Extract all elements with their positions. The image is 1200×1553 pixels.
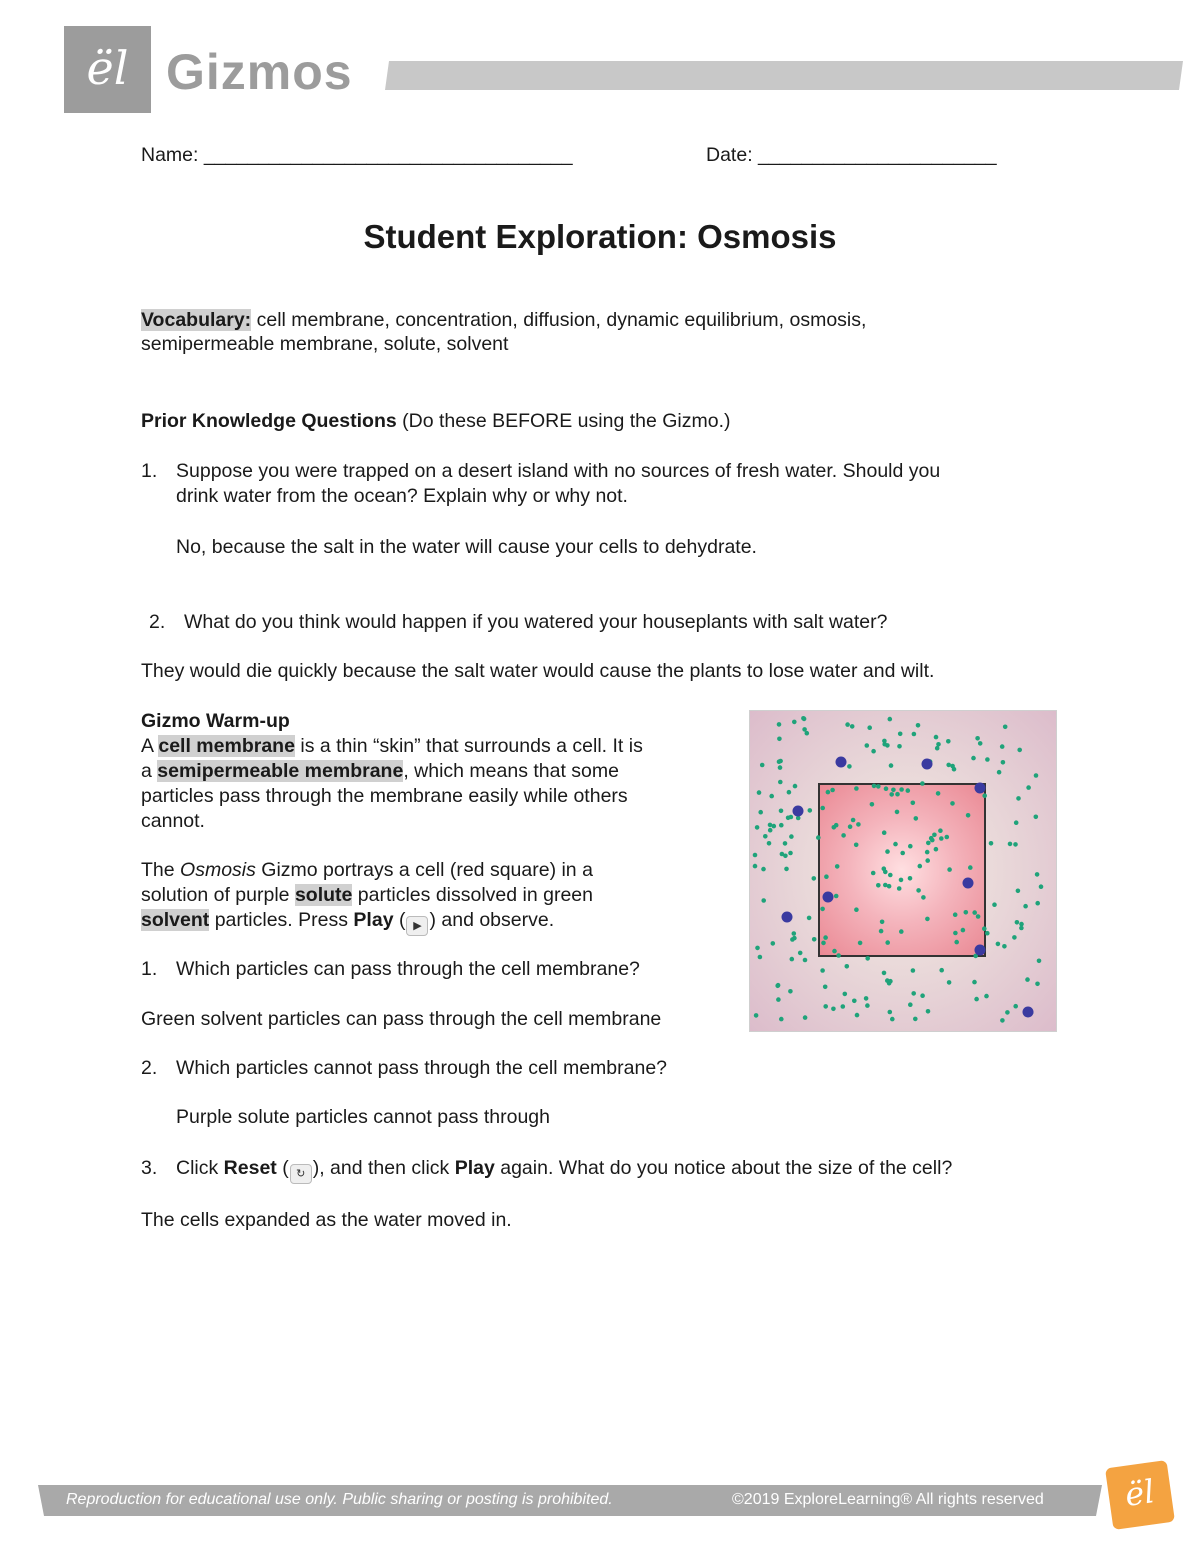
solute-particle xyxy=(922,759,933,770)
solvent-particle xyxy=(823,935,828,940)
solvent-particle xyxy=(888,979,893,984)
solvent-particle xyxy=(946,763,951,768)
solvent-particle xyxy=(921,895,926,900)
warmup-p1-line-2 xyxy=(141,759,619,784)
solvent-particle xyxy=(968,865,973,870)
term-cell-membrane: cell membrane xyxy=(158,735,295,757)
solvent-particle xyxy=(788,851,793,856)
solvent-particle xyxy=(908,876,913,881)
solvent-particle xyxy=(856,822,861,827)
solvent-particle xyxy=(974,997,979,1002)
solvent-particle xyxy=(776,997,781,1002)
solvent-particle xyxy=(938,828,943,833)
gizmos-logo xyxy=(64,26,151,113)
solvent-particle xyxy=(939,968,944,973)
text-run: Click xyxy=(176,1157,224,1179)
solvent-particle xyxy=(1019,926,1024,931)
solvent-particle xyxy=(888,717,893,722)
solvent-particle xyxy=(882,866,887,871)
solvent-particle xyxy=(899,787,904,792)
solvent-particle xyxy=(908,1002,913,1007)
solvent-particle xyxy=(820,907,825,912)
solvent-particle xyxy=(789,834,794,839)
solvent-particle xyxy=(1035,982,1040,987)
solvent-particle xyxy=(978,741,983,746)
solvent-particle xyxy=(850,724,855,729)
solvent-particle xyxy=(926,1009,931,1014)
solvent-particle xyxy=(972,910,977,915)
solvent-particle xyxy=(876,784,881,789)
solvent-particle xyxy=(855,1013,860,1018)
solvent-particle xyxy=(864,996,869,1001)
solvent-particle xyxy=(835,864,840,869)
solvent-particle xyxy=(1037,959,1042,964)
solvent-particle xyxy=(1039,884,1044,889)
solvent-particle xyxy=(763,834,768,839)
prior-q1-line-2: drink water from the ocean? Explain why or why not. xyxy=(176,485,628,507)
solvent-particle xyxy=(755,825,760,830)
solvent-particle xyxy=(854,786,859,791)
solvent-particle xyxy=(792,720,797,725)
solvent-particle xyxy=(792,936,797,941)
warmup-q2: Which particles cannot pass through the cell membrane? xyxy=(176,1057,668,1079)
solvent-particle xyxy=(972,980,977,985)
solvent-particle xyxy=(898,732,903,737)
text-run: , which means that some xyxy=(403,760,619,782)
play-icon: ▶ xyxy=(406,916,428,936)
solvent-particle xyxy=(854,843,859,848)
solvent-particle xyxy=(1016,889,1021,894)
solvent-particle xyxy=(925,858,930,863)
text-run: ), and then click xyxy=(312,1157,455,1179)
solvent-particle xyxy=(754,1013,759,1018)
solvent-particle xyxy=(912,732,917,737)
solvent-particle xyxy=(768,828,773,833)
solvent-particle xyxy=(932,833,937,838)
warmup-p1-line-3: particles pass through the membrane easily while others xyxy=(141,785,628,807)
solvent-particle xyxy=(1034,815,1039,820)
solvent-particle xyxy=(832,949,837,954)
warmup-q2-number: 2. xyxy=(141,1057,158,1079)
solvent-particle xyxy=(753,864,758,869)
solvent-particle xyxy=(761,867,766,872)
solvent-particle xyxy=(1013,842,1018,847)
warmup-q3 xyxy=(176,1156,952,1184)
prior-a2: They would die quickly because the salt water would cause the plants to lose water and wilt. xyxy=(141,660,935,682)
prior-q2-number: 2. xyxy=(149,611,166,633)
solvent-particle xyxy=(847,764,852,769)
solvent-particle xyxy=(779,809,784,814)
prior-heading-note: (Do these BEFORE using the Gizmo.) xyxy=(396,410,731,432)
solvent-particle xyxy=(1015,920,1020,925)
solvent-particle xyxy=(807,916,812,921)
solvent-particle xyxy=(845,722,850,727)
solvent-particle xyxy=(821,941,826,946)
warmup-p2-line-1 xyxy=(141,858,593,883)
play-word: Play xyxy=(353,909,394,931)
solvent-particle xyxy=(1002,944,1007,949)
solvent-particles xyxy=(753,716,1044,1023)
solvent-particle xyxy=(788,989,793,994)
text-run: is a thin “skin” that surrounds a cell. It is xyxy=(294,735,643,757)
solvent-particle xyxy=(945,835,950,840)
solvent-particle xyxy=(997,770,1002,775)
warmup-p1-line-4: cannot. xyxy=(141,810,205,832)
solvent-particle xyxy=(1017,748,1022,753)
solvent-particle xyxy=(946,739,951,744)
particles-layer xyxy=(749,710,1055,1030)
solvent-particle xyxy=(1012,935,1017,940)
solvent-particle xyxy=(793,784,798,789)
text-run: A xyxy=(141,735,159,757)
solvent-particle xyxy=(778,780,783,785)
solvent-particle xyxy=(824,874,829,879)
solute-particle xyxy=(975,945,986,956)
solvent-particle xyxy=(1035,872,1040,877)
solvent-particle xyxy=(889,763,894,768)
text-run: The xyxy=(141,859,181,881)
solvent-particle xyxy=(871,749,876,754)
vocabulary-terms-1: cell membrane, concentration, diffusion, dynamic equilibrium, osmosis, xyxy=(251,309,867,331)
page-title: Student Exploration: Osmosis xyxy=(363,218,837,255)
prior-heading-text: Prior Knowledge Questions xyxy=(141,410,397,432)
text-run: particles dissolved in green xyxy=(352,884,594,906)
solvent-particle xyxy=(893,842,898,847)
solvent-particle xyxy=(929,836,934,841)
solvent-particle xyxy=(1016,796,1021,801)
solvent-particle xyxy=(858,941,863,946)
text-run: Gizmo portrays a cell (red square) in a xyxy=(255,859,593,881)
solvent-particle xyxy=(871,871,876,876)
solvent-particle xyxy=(1000,744,1005,749)
play-word: Play xyxy=(454,1157,495,1179)
footer-notice: Reproduction for educational use only. Public sharing or posting is prohibited. xyxy=(66,1491,613,1508)
solvent-particle xyxy=(779,1017,784,1022)
solvent-particle xyxy=(777,759,782,764)
solvent-particle xyxy=(880,920,885,925)
solvent-particle xyxy=(816,835,821,840)
prior-q2: What do you think would happen if you watered your houseplants with salt water? xyxy=(184,611,888,633)
solvent-particle xyxy=(812,937,817,942)
text-run: solution of purple xyxy=(141,884,295,906)
solvent-particle xyxy=(954,940,959,945)
text-run: particles. Press xyxy=(209,909,354,931)
solvent-particle xyxy=(985,757,990,762)
footer-logo-glyph: ël xyxy=(1122,1472,1157,1514)
solvent-particle xyxy=(882,830,887,835)
solvent-particle xyxy=(1035,901,1040,906)
solvent-particle xyxy=(854,907,859,912)
prior-knowledge-heading xyxy=(141,409,731,434)
solvent-particle xyxy=(802,717,807,722)
warmup-a3: The cells expanded as the water moved in. xyxy=(141,1209,512,1231)
solvent-particle xyxy=(911,991,916,996)
warmup-a1: Green solvent particles can pass through the cell membrane xyxy=(141,1008,662,1030)
solvent-particle xyxy=(890,1017,895,1022)
solvent-particle xyxy=(775,984,780,989)
solvent-particle xyxy=(792,931,797,936)
solvent-particle xyxy=(888,1010,893,1015)
solute-particle xyxy=(975,783,986,794)
solvent-particle xyxy=(812,876,817,881)
text-run: ( xyxy=(393,909,406,931)
warmup-q3-number: 3. xyxy=(141,1157,158,1179)
solvent-particle xyxy=(989,841,994,846)
solvent-particle xyxy=(787,790,792,795)
solvent-particle xyxy=(899,878,904,883)
solvent-particle xyxy=(971,756,976,761)
solvent-particle xyxy=(882,742,887,747)
solvent-particle xyxy=(914,816,919,821)
solvent-particle xyxy=(1023,904,1028,909)
solvent-particle xyxy=(798,951,803,956)
solvent-particle xyxy=(867,725,872,730)
solvent-particle xyxy=(934,847,939,852)
solvent-particle xyxy=(961,928,966,933)
solvent-particle xyxy=(865,743,870,748)
name-label: Name: xyxy=(141,144,199,166)
solvent-particle xyxy=(992,902,997,907)
solvent-particle xyxy=(985,931,990,936)
solvent-particle xyxy=(885,849,890,854)
solute-particle xyxy=(1023,1007,1034,1018)
solvent-particle xyxy=(916,723,921,728)
solvent-particle xyxy=(953,912,958,917)
solvent-particle xyxy=(897,744,902,749)
term-solvent: solvent xyxy=(141,909,210,931)
solvent-particle xyxy=(803,1015,808,1020)
solvent-particle xyxy=(966,813,971,818)
solvent-particle xyxy=(820,968,825,973)
name-field xyxy=(141,143,573,168)
term-semipermeable-membrane: semipermeable membrane xyxy=(157,760,404,782)
footer-copyright: ©2019 ExploreLearning® All rights reserved xyxy=(732,1491,1044,1508)
solvent-particle xyxy=(779,823,784,828)
solvent-particle xyxy=(1005,1010,1010,1015)
warmup-q1-number: 1. xyxy=(141,958,158,980)
solvent-particle xyxy=(758,810,763,815)
solvent-particle xyxy=(760,763,765,768)
solvent-particle xyxy=(900,851,905,856)
solvent-particle xyxy=(1001,760,1006,765)
solvent-particle xyxy=(936,742,941,747)
explorelearning-logo xyxy=(1105,1460,1175,1530)
solvent-particle xyxy=(758,955,763,960)
warmup-a2: Purple solute particles cannot pass through xyxy=(176,1106,550,1128)
solvent-particle xyxy=(845,964,850,969)
solvent-particle xyxy=(784,867,789,872)
solvent-particle xyxy=(895,810,900,815)
solvent-particle xyxy=(1003,725,1008,730)
solvent-particle xyxy=(906,788,911,793)
solvent-particle xyxy=(883,883,888,888)
solvent-particle xyxy=(879,929,884,934)
solvent-particle xyxy=(865,1003,870,1008)
solvent-particle xyxy=(768,823,773,828)
solvent-particle xyxy=(935,746,940,751)
solvent-particle xyxy=(916,888,921,893)
solvent-particle xyxy=(920,993,925,998)
solute-particle xyxy=(823,892,834,903)
prior-a1: No, because the salt in the water will cause your cells to dehydrate. xyxy=(176,536,757,558)
solute-particle xyxy=(793,806,804,817)
solvent-particle xyxy=(939,836,944,841)
solvent-particle xyxy=(882,971,887,976)
solvent-particle xyxy=(918,864,923,869)
solvent-particle xyxy=(1000,1018,1005,1023)
solvent-particle xyxy=(769,794,774,799)
reset-word: Reset xyxy=(223,1157,277,1179)
solvent-particle xyxy=(802,727,807,732)
solute-particle xyxy=(963,878,974,889)
solvent-particle xyxy=(843,992,848,997)
solvent-particle xyxy=(934,735,939,740)
header-bar xyxy=(385,61,1183,90)
warmup-p2-line-3 xyxy=(141,908,554,936)
solvent-particle xyxy=(952,767,957,772)
solvent-particle xyxy=(953,931,958,936)
solvent-particle xyxy=(836,953,841,958)
solvent-particle xyxy=(820,806,825,811)
solvent-particle xyxy=(777,722,782,727)
solvent-particle xyxy=(841,1004,846,1009)
solvent-particle xyxy=(885,940,890,945)
gizmos-logo-glyph: ël xyxy=(86,41,129,95)
term-solute: solute xyxy=(294,884,353,906)
warmup-p2-line-2 xyxy=(141,883,593,908)
solvent-particle xyxy=(920,781,925,786)
solvent-particle xyxy=(778,765,783,770)
solvent-particle xyxy=(925,917,930,922)
reset-icon: ↻ xyxy=(290,1164,312,1184)
text-run: again. What do you notice about the size of the cell? xyxy=(494,1157,953,1179)
name-line: __________________________________ xyxy=(203,144,573,166)
solvent-particle xyxy=(936,791,941,796)
solvent-particle xyxy=(790,957,795,962)
solvent-particle xyxy=(761,898,766,903)
solvent-particle xyxy=(925,850,930,855)
solvent-particle xyxy=(767,841,772,846)
vocabulary-terms-2: semipermeable membrane, solute, solvent xyxy=(141,333,509,355)
solvent-particle xyxy=(895,792,900,797)
solvent-particle xyxy=(897,886,902,891)
solvent-particle xyxy=(823,985,828,990)
solute-particles xyxy=(782,757,1034,1018)
solvent-particle xyxy=(908,844,913,849)
solvent-particle xyxy=(964,910,969,915)
text-run: ) and observe. xyxy=(429,909,555,931)
text-run: ( xyxy=(276,1157,289,1179)
vocabulary-line-1 xyxy=(141,308,866,333)
solvent-particle xyxy=(911,801,916,806)
warmup-heading: Gizmo Warm-up xyxy=(141,710,290,732)
solvent-particle xyxy=(851,818,856,823)
solvent-particle xyxy=(826,790,831,795)
solvent-particle xyxy=(834,894,839,899)
solvent-particle xyxy=(786,816,791,821)
solvent-particle xyxy=(984,994,989,999)
solvent-particle xyxy=(777,737,782,742)
solvent-particle xyxy=(996,942,1001,947)
solvent-particle xyxy=(830,788,835,793)
solvent-particle xyxy=(888,873,893,878)
solvent-particle xyxy=(976,914,981,919)
date-field xyxy=(706,143,997,168)
solvent-particle xyxy=(841,833,846,838)
solvent-particle xyxy=(780,852,785,857)
prior-q1-number: 1. xyxy=(141,460,158,482)
solvent-particle xyxy=(757,790,762,795)
vocabulary-label: Vocabulary: xyxy=(141,309,252,331)
solvent-particle xyxy=(889,792,894,797)
solvent-particle xyxy=(872,784,877,789)
solvent-particle xyxy=(803,958,808,963)
solvent-particle xyxy=(831,1007,836,1012)
solvent-particle xyxy=(771,941,776,946)
solvent-particle xyxy=(1025,977,1030,982)
solvent-particle xyxy=(982,926,987,931)
solute-particle xyxy=(836,757,847,768)
solvent-particle xyxy=(975,736,980,741)
solvent-particle xyxy=(783,841,788,846)
solvent-particle xyxy=(808,808,813,813)
solvent-particle xyxy=(1014,820,1019,825)
solvent-particle xyxy=(911,968,916,973)
solvent-particle xyxy=(1026,785,1031,790)
warmup-q1: Which particles can pass through the cell membrane? xyxy=(176,958,640,980)
solvent-particle xyxy=(848,824,853,829)
solvent-particle xyxy=(753,853,758,858)
solvent-particle xyxy=(1013,1004,1018,1009)
solvent-particle xyxy=(1034,773,1039,778)
solvent-particle xyxy=(947,867,952,872)
solvent-particle xyxy=(884,786,889,791)
gizmo-name: Osmosis xyxy=(180,859,256,881)
solute-particle xyxy=(782,912,793,923)
solvent-particle xyxy=(891,788,896,793)
date-label: Date: xyxy=(706,144,753,166)
brand-name: Gizmos xyxy=(166,44,353,100)
solvent-particle xyxy=(913,1017,918,1022)
solvent-particle xyxy=(899,929,904,934)
solvent-particle xyxy=(865,956,870,961)
solvent-particle xyxy=(947,980,952,985)
solvent-particle xyxy=(950,801,955,806)
warmup-p1-line-1 xyxy=(141,734,643,759)
text-run: a xyxy=(141,760,158,782)
solvent-particle xyxy=(755,946,760,951)
prior-q1-line-1: Suppose you were trapped on a desert island with no sources of fresh water. Should you xyxy=(176,460,941,482)
solvent-particle xyxy=(823,1004,828,1009)
solvent-particle xyxy=(926,841,931,846)
solvent-particle xyxy=(834,823,839,828)
solvent-particle xyxy=(876,883,881,888)
solvent-particle xyxy=(1008,842,1013,847)
date-line: ______________________ xyxy=(758,144,997,166)
solvent-particle xyxy=(852,999,857,1004)
solvent-particle xyxy=(870,802,875,807)
solvent-particle xyxy=(982,793,987,798)
